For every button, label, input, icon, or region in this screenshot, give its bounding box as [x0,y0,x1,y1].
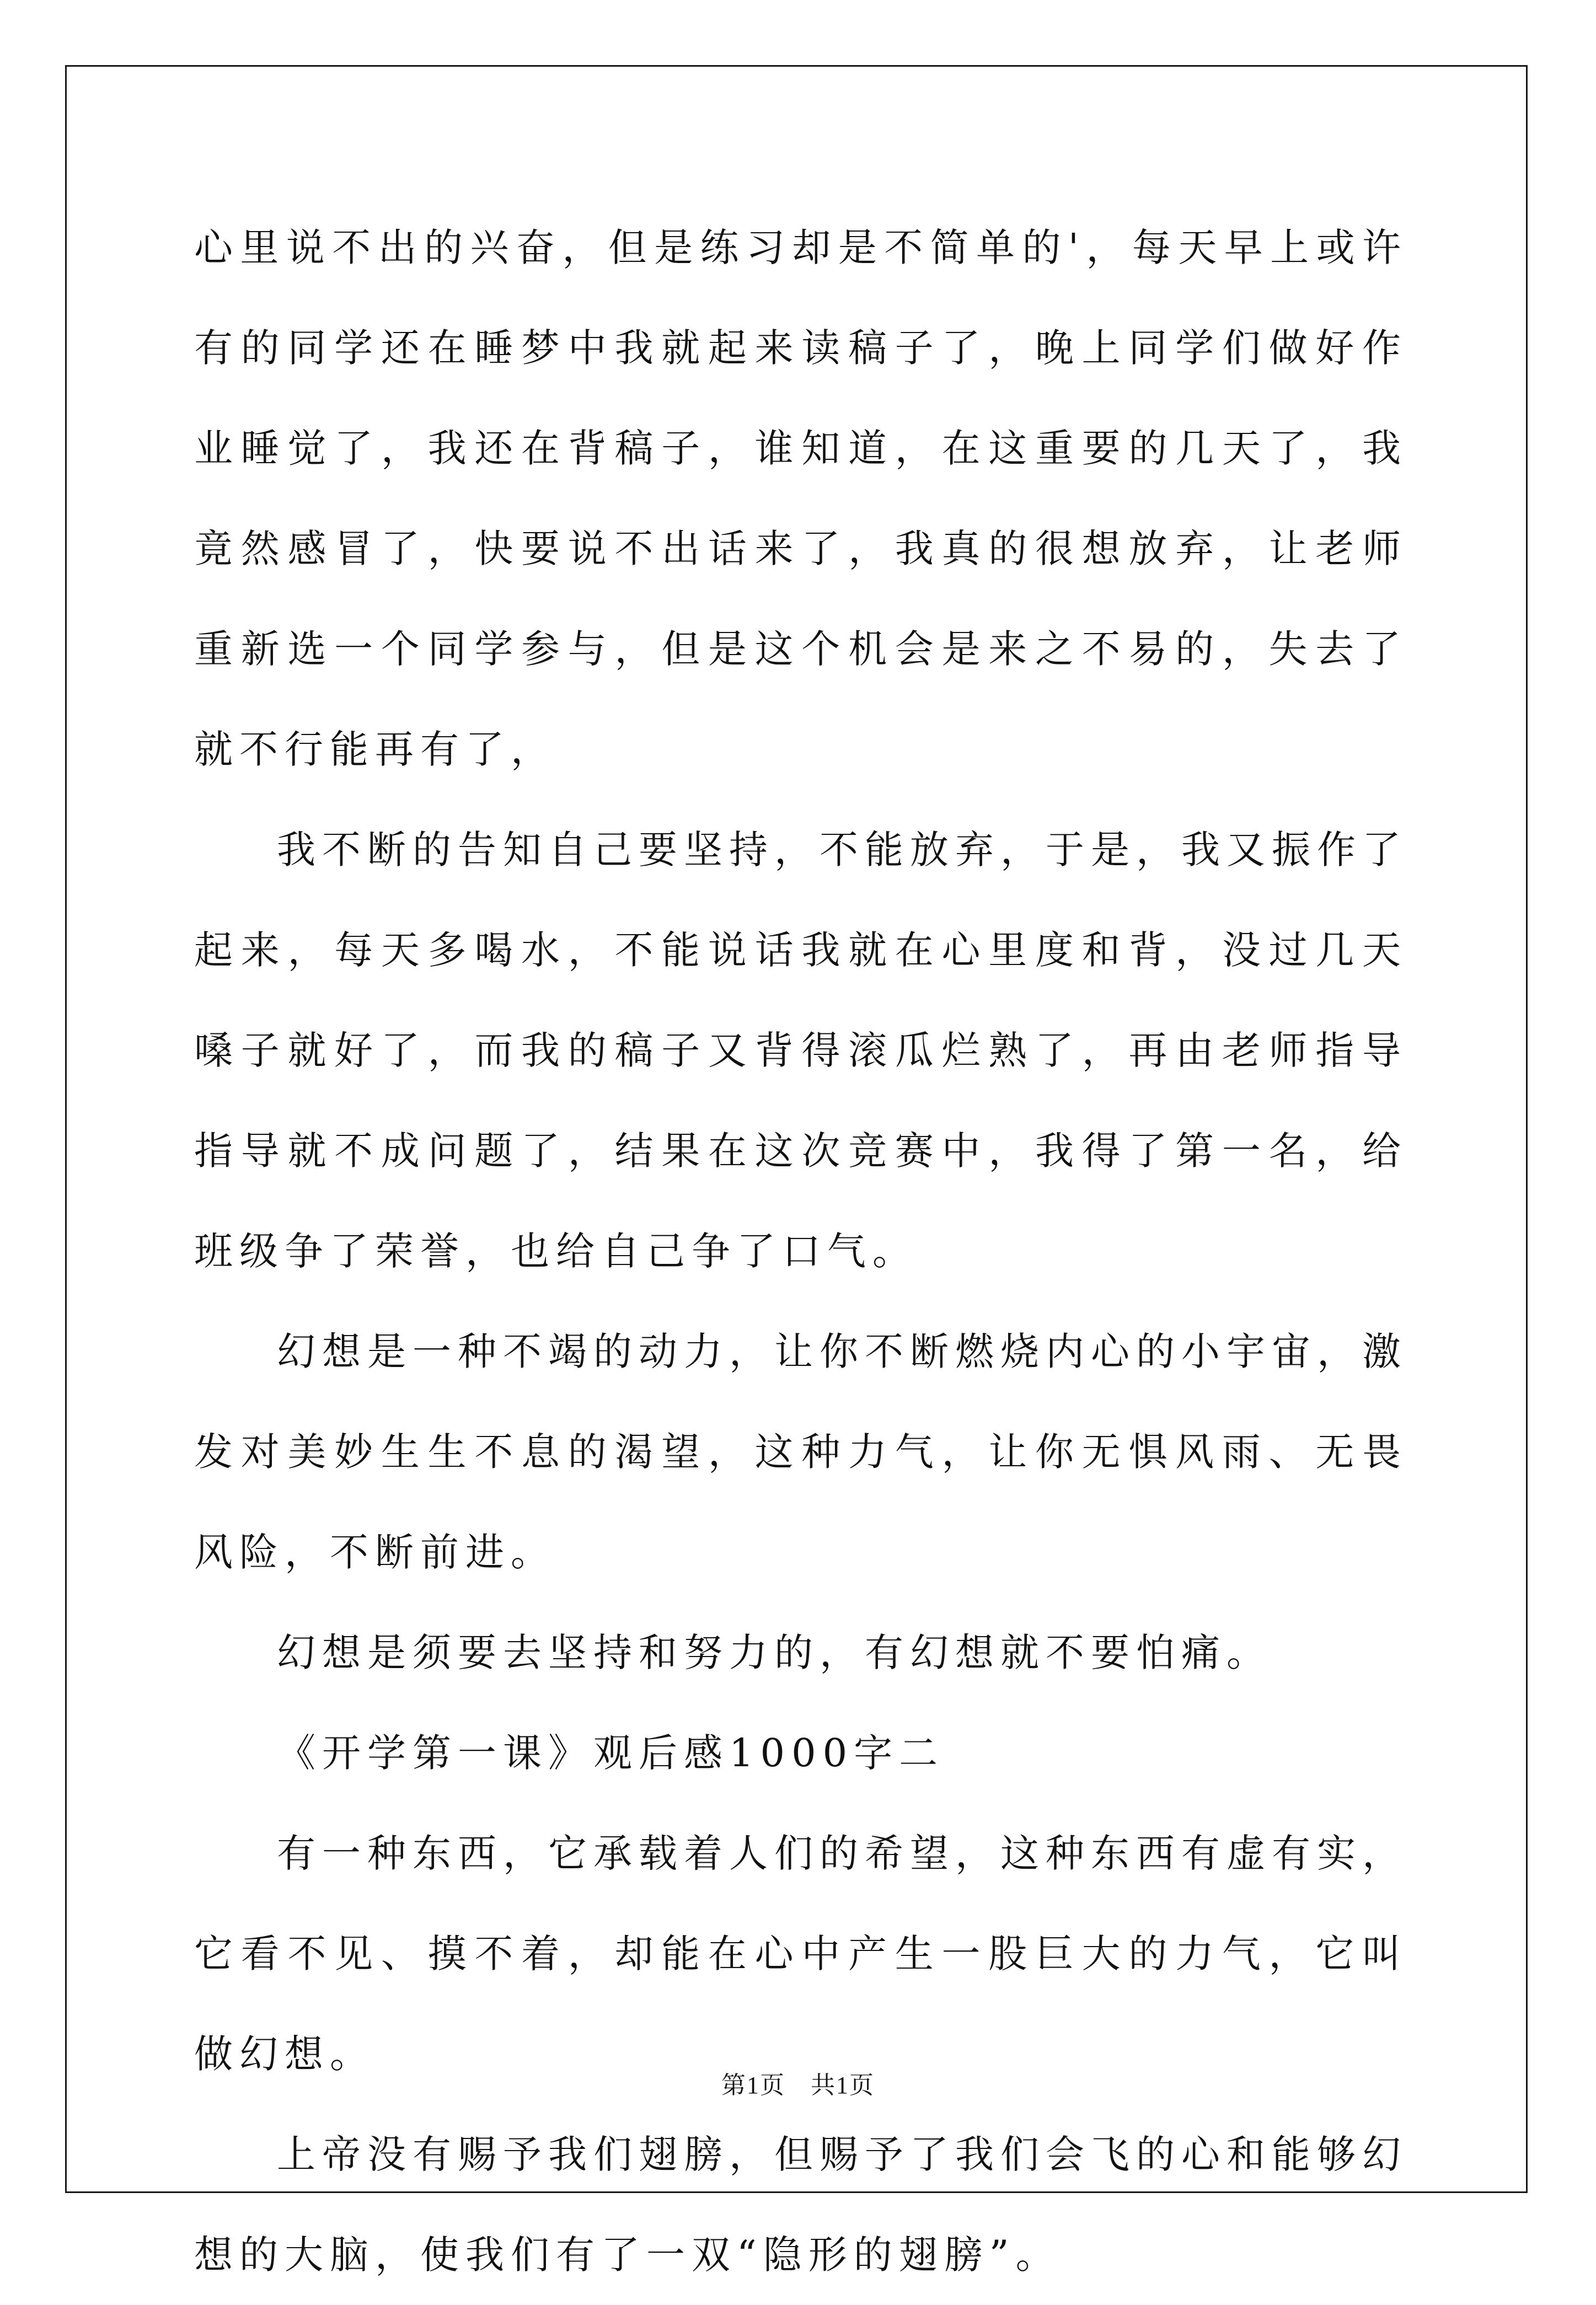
paragraph-3: 幻想是一种不竭的动力，让你不断燃烧内心的小宇宙，激发对美妙生生不息的渴望，这种力气，让你无惧风雨、无畏风险，不断前进。 [194,1329,1407,1575]
paragraph-2: 我不断的告知自己要坚持，不能放弃，于是，我又振作了起来，每天多喝水，不能说话我就在心里度和背，没过几天嗓子就好了，而我的稿子又背得滚瓜烂熟了，再由老师指导指导就不成问题了，结果在这次竞赛中，我得了第一名，给班级争了荣誉，也给自己争了口气。 [194,827,1407,1274]
paragraph-6: 上帝没有赐予我们翅膀，但赐予了我们会飞的心和能够幻想的大脑，使我们有了一双“隐形的翅膀”。 [194,2132,1407,2277]
document-body [194,197,1407,2305]
page-footer [0,2065,1596,2100]
page-number-current: 第1页 [721,2072,785,2099]
paragraph-1: 心里说不出的兴奋，但是练习却是不简单的'，每天早上或许有的同学还在睡梦中我就起来读稿子了，晚上同学们做好作业睡觉了，我还在背稿子，谁知道，在这重要的几天了，我竟然感冒了，快要说不出话来了，我真的很想放弃，让老师重新选一个同学参与，但是这个机会是来之不易的，失去了就不行能再有了， [194,225,1407,772]
paragraph-4: 幻想是须要去坚持和努力的，有幻想就不要怕痛。 [277,1630,1272,1675]
page-number-total: 共1页 [811,2072,875,2099]
paragraph-5: 有一种东西，它承载着人们的希望，这种东西有虚有实，它看不见、摸不着，却能在心中产生一股巨大的力气，它叫做幻想。 [194,1831,1407,2077]
section-heading: 《开学第一课》观后感1000字二 [277,1730,945,1776]
